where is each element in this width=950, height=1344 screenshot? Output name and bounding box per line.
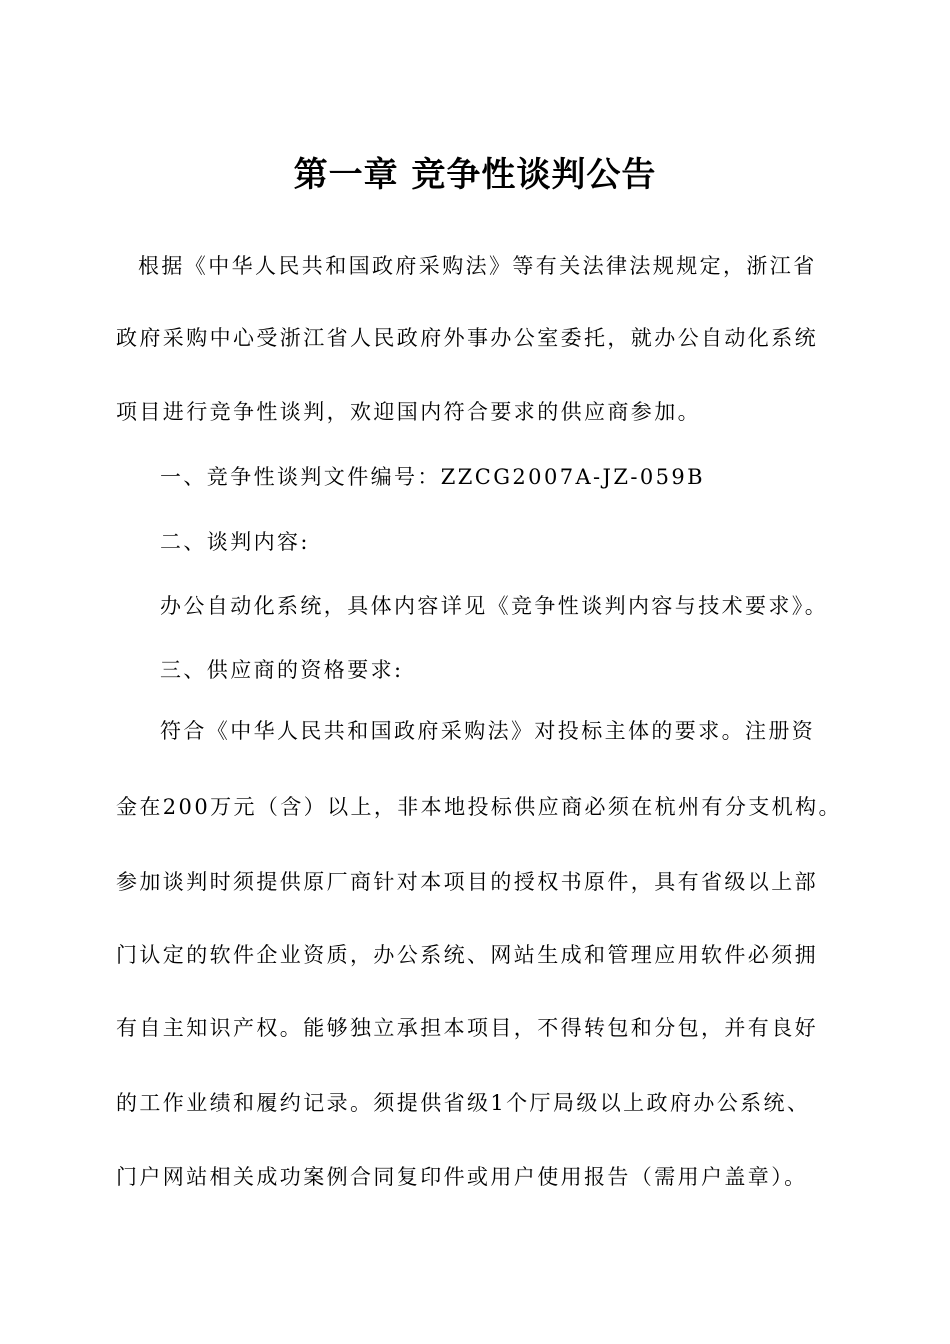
qualification-line-3: 参加谈判时须提供原厂商针对本项目的授权书原件，具有省级以上部 [116,870,818,894]
qualification-line-7: 门户网站相关成功案例合同复印件或用户使用报告（需用户盖章）。 [116,1165,808,1189]
body-line-2: 政府采购中心受浙江省人民政府外事办公室委托，就办公自动化系统 [116,326,818,350]
qualification-line-2: 金在200万元（含）以上，非本地投标供应商必须在杭州有分支机构。 [116,795,842,819]
qualification-line-5: 有自主知识产权。能够独立承担本项目，不得转包和分包，并有良好 [116,1016,818,1040]
qualification-line-4: 门认定的软件企业资质，办公系统、网站生成和管理应用软件必须拥 [116,943,818,967]
section-heading-2: 二、谈判内容: [160,530,310,554]
body-line-3: 项目进行竞争性谈判，欢迎国内符合要求的供应商参加。 [116,400,701,424]
qualification-line-1: 符合《中华人民共和国政府采购法》对投标主体的要求。注册资 [160,719,816,743]
section-heading-3: 三、供应商的资格要求: [160,658,404,682]
content-line: 办公自动化系统，具体内容详见《竞争性谈判内容与技术要求》。 [160,594,829,618]
chapter-title: 第一章 竞争性谈判公告 [293,155,657,195]
body-line-1: 根据《中华人民共和国政府采购法》等有关法律法规规定，浙江省 [138,254,817,278]
section-heading-1: 一、竞争性谈判文件编号：ZZCG2007A-JZ-059B [160,465,705,489]
qualification-line-6: 的工作业绩和履约记录。须提供省级1个厅局级以上政府办公系统、 [116,1091,811,1115]
